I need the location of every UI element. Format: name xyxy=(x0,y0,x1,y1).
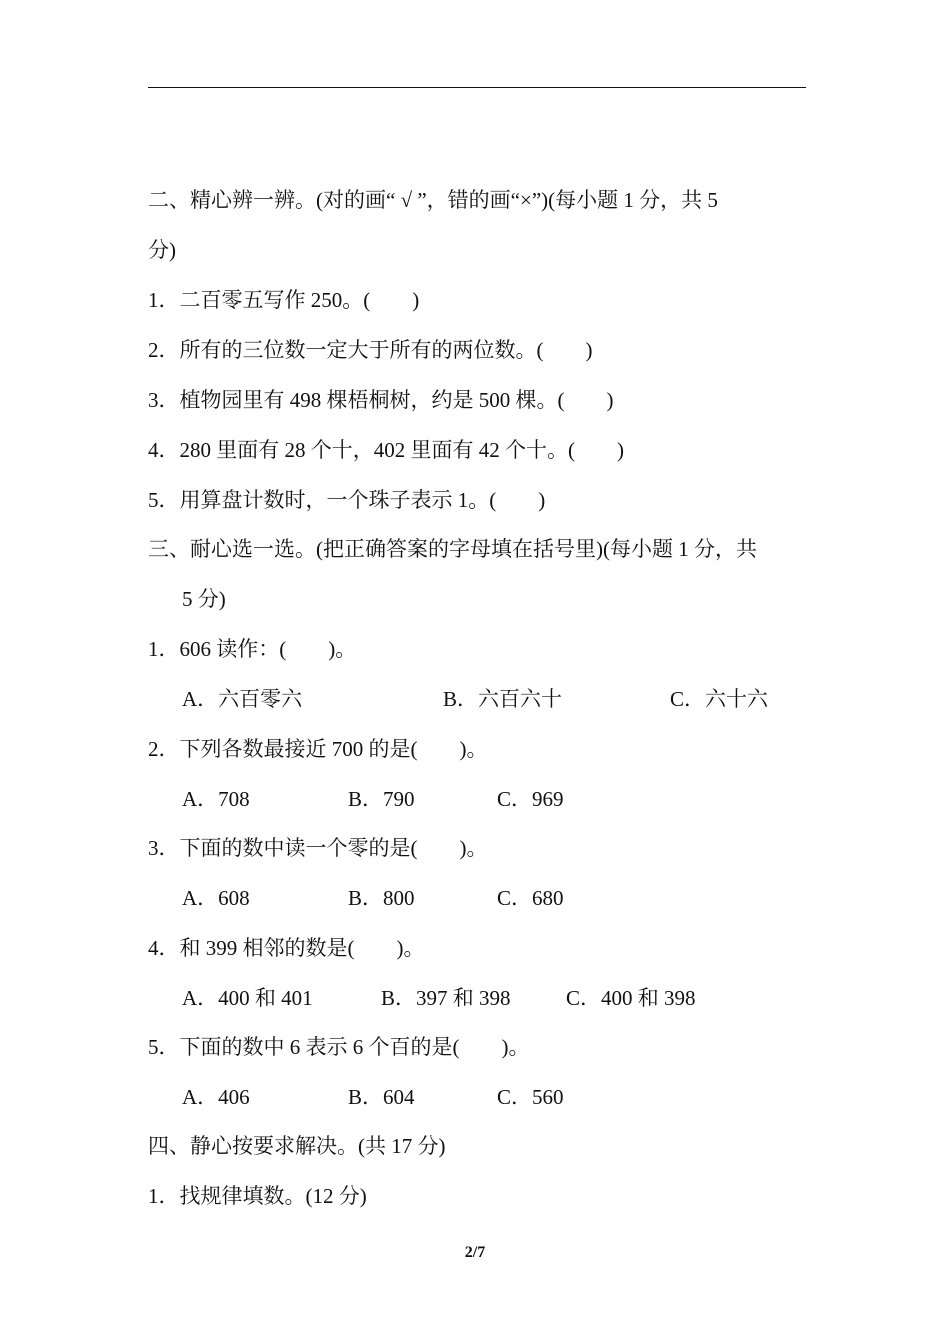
section2-item-1: 1．二百零五写作 250。( ) xyxy=(148,288,420,312)
section2-title-line2: 分) xyxy=(148,238,176,262)
question-5-option-a: A．406 xyxy=(182,1085,250,1109)
question-1-stem: 1．606 读作：( )。 xyxy=(148,637,357,661)
header-rule xyxy=(148,87,806,88)
question-4-option-a: A．400 和 401 xyxy=(182,986,313,1010)
section4-title: 四、静心按要求解决。(共 17 分) xyxy=(148,1134,446,1158)
question-3-option-a: A．608 xyxy=(182,886,250,910)
question-3-stem: 3．下面的数中读一个零的是( )。 xyxy=(148,836,488,860)
question-1-option-a: A．六百零六 xyxy=(182,687,303,711)
section2-item-2: 2．所有的三位数一定大于所有的两位数。( ) xyxy=(148,338,593,362)
question-2-option-a: A．708 xyxy=(182,787,250,811)
question-4-stem: 4．和 399 相邻的数是( )。 xyxy=(148,936,425,960)
page-number: 2/7 xyxy=(464,1244,486,1261)
question-4-option-c: C．400 和 398 xyxy=(566,986,696,1010)
section3-title-line1: 三、耐心选一选。(把正确答案的字母填在括号里)(每小题 1 分，共 xyxy=(148,537,757,561)
question-2-stem: 2．下列各数最接近 700 的是( )。 xyxy=(148,737,488,761)
question-4-option-b: B．397 和 398 xyxy=(381,986,511,1010)
question-5-option-c: C．560 xyxy=(497,1085,564,1109)
question-2-option-c: C．969 xyxy=(497,787,564,811)
section2-title-line1: 二、精心辨一辨。(对的画“ √ ”，错的画“×”)(每小题 1 分，共 5 xyxy=(148,188,718,212)
section3-title-line2: 5 分) xyxy=(182,587,226,611)
question-1-option-b: B．六百六十 xyxy=(443,687,563,711)
question-3-option-b: B．800 xyxy=(348,886,415,910)
question-1-option-c: C．六十六 xyxy=(670,687,769,711)
question-2-option-b: B．790 xyxy=(348,787,415,811)
section2-item-3: 3．植物园里有 498 棵梧桐树，约是 500 棵。( ) xyxy=(148,388,614,412)
section2-item-4: 4．280 里面有 28 个十，402 里面有 42 个十。( ) xyxy=(148,438,624,462)
section2-item-5: 5．用算盘计数时，一个珠子表示 1。( ) xyxy=(148,488,546,512)
question-5-option-b: B．604 xyxy=(348,1085,415,1109)
question-3-option-c: C．680 xyxy=(497,886,564,910)
section4-item-1: 1．找规律填数。(12 分) xyxy=(148,1184,367,1208)
question-5-stem: 5．下面的数中 6 表示 6 个百的是( )。 xyxy=(148,1035,530,1059)
